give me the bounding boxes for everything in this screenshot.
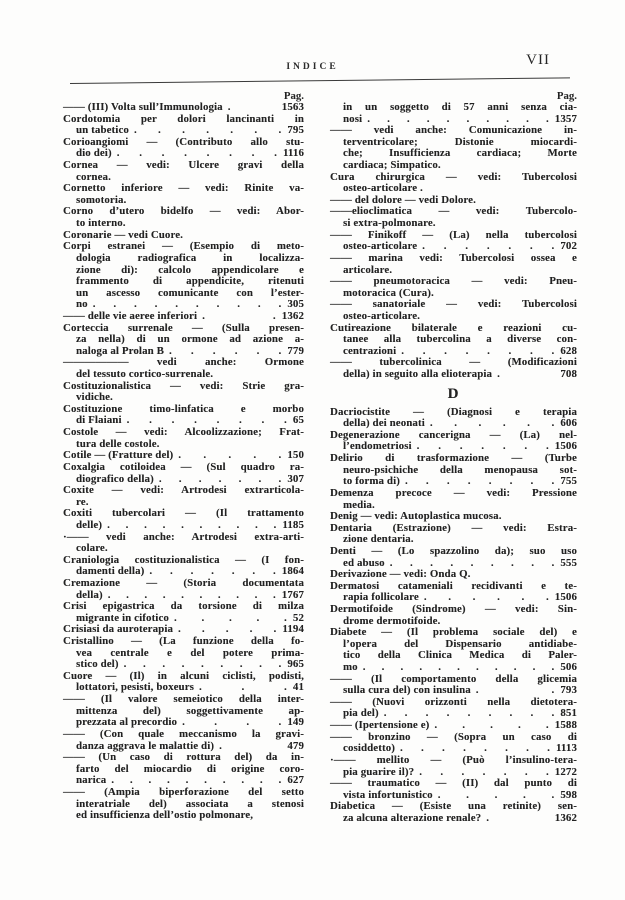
index-entry-line: Cura chirurgica — vedi: Tubercolosi — [330, 170, 577, 183]
entry-text: osteo-articolare — [343, 240, 418, 253]
index-entry-line: Coxiti tubercolari — (Il trattamento — [63, 507, 304, 520]
entry-text: sulla cura del) con insulina — [343, 684, 471, 697]
dot-leader: . . — [202, 310, 276, 322]
page-number: 1272 — [554, 765, 577, 778]
page-number: 52 — [292, 611, 304, 624]
index-entry-line: Coxalgia cotiloidea — (Sul quadro ra- — [63, 460, 304, 473]
entry-text: naloga al Prolan B — [76, 344, 164, 357]
index-entry-line — [63, 311, 304, 323]
page-number: 1116 — [282, 147, 304, 160]
page-number: 1185 — [282, 518, 304, 531]
dot-leader: . . . . . . . . — [404, 476, 555, 488]
index-entry-line: Cremazione — (Storia documentata — [63, 576, 304, 589]
index-entry-line: Dermatosi catameniali recidivanti e te- — [330, 579, 577, 592]
dot-leader: . — [497, 369, 500, 381]
index-entry-line: dologia radiografica in localizza- — [76, 251, 304, 264]
page-number: 41 — [292, 681, 304, 694]
index-entry-line: ——elioclimatica — vedi: Tubercolo- — [330, 205, 577, 218]
index-entry-line: del tessuto cortico-surrenale. — [76, 368, 214, 381]
entry-text: l’endometriosi — [343, 440, 412, 453]
index-entry-line: Dermotifoide (Sindrome) — vedi: Sin- — [330, 602, 577, 615]
index-entry-line: Cornea — vedi: Ulcere gravi della — [63, 159, 304, 172]
index-entry-line: vea centrale e del potere prima- — [76, 646, 304, 659]
page-number: 1194 — [282, 623, 304, 636]
index-entry-line: Cutireazione bilaterale e reazioni cu- — [330, 321, 577, 334]
index-columns — [63, 90, 577, 825]
entry-text: stico del) — [76, 658, 119, 671]
index-entry-line: neuro-psichiche della menopausa sot- — [343, 463, 577, 476]
index-entry-line: zione di): calcolo appendicolare e — [76, 263, 304, 276]
index-entry-line: Delirio di trasformazione — (Turbe — [330, 452, 577, 465]
dot-leader: . . . . . . . . . — [383, 708, 555, 720]
index-entry-line: —— tubercolinica — (Modificazioni — [330, 356, 577, 369]
index-entry-line: Denti — (Lo spazzolino da); suo uso — [330, 544, 577, 557]
index-entry-line — [63, 102, 304, 114]
index-entry-line: l’opera del Dispensario antidiabe- — [343, 637, 577, 650]
dot-leader: . . . . . . . — [419, 766, 549, 778]
index-entry-line — [330, 662, 577, 674]
dot-leader: . . . . . — [173, 612, 287, 624]
index-entry-line: Denig — vedi: Autoplastica mucosa. — [330, 510, 502, 523]
entry-text: della) dei neonati — [343, 417, 425, 430]
index-entry-line: ·—— mellito — (Può l’insulino-tera- — [330, 753, 577, 766]
index-entry-line: Dentaria (Estrazione) — vedi: Estra- — [330, 521, 577, 534]
page-number: 1864 — [281, 565, 304, 578]
index-entry-line: Dacriocistite — (Diagnosi e terapia — [330, 405, 577, 418]
page-number: 702 — [560, 240, 577, 253]
index-entry-line: —— (Un caso di rottura del) da in- — [63, 751, 304, 764]
index-entry-line — [330, 720, 577, 732]
entry-text: centrazioni — [343, 344, 397, 357]
page-number: 965 — [287, 658, 304, 671]
dot-leader: . . . . . — [178, 624, 277, 636]
page-number: 755 — [560, 475, 577, 488]
page-number: 795 — [287, 124, 304, 137]
page-number: 606 — [560, 417, 577, 430]
index-entry-line: ed insufficienza dell’ostio polmonare, — [76, 809, 254, 822]
entry-text: damenti della) — [76, 565, 145, 578]
index-entry-line: zione dentaria. — [343, 533, 414, 546]
index-entry-line: terventricolare; Distonie miocardi- — [343, 135, 577, 148]
dot-leader: . . . . . . . . . — [123, 659, 282, 671]
index-entry-line: Demenza precoce — vedi: Pressione — [330, 486, 577, 499]
dot-leader: . . . . . . . . — [401, 345, 555, 357]
dot-leader: . . . . . — [437, 789, 555, 801]
index-entry-line: Cornetto inferiore — vedi: Rinite va- — [63, 182, 304, 195]
index-entry-line: media. — [343, 498, 375, 511]
index-entry-line: in un soggetto di 57 anni senza cia- — [343, 101, 577, 113]
entry-text: narica — [76, 774, 107, 787]
index-entry-line: Coronarie — vedi Cuore. — [63, 228, 184, 241]
index-entry-line: interatriale del) associata a stenosi — [76, 797, 304, 810]
page-number: 479 — [287, 739, 304, 752]
page-number: 506 — [560, 661, 577, 674]
index-entry-line: Corteccia surrenale — (Sulla presen- — [63, 321, 304, 334]
dot-leader: . . . . . . . — [422, 241, 555, 253]
pag-label: Pag. — [556, 90, 577, 102]
dot-leader: . . . . . . . — [416, 441, 549, 453]
index-entry-line: za nella) di un ormone ad azione a- — [76, 333, 304, 346]
entry-text: pia guarire il)? — [343, 765, 415, 778]
index-entry-line: drome dermotifoide. — [343, 614, 441, 627]
dot-leader: . . . . . . . . . . — [107, 589, 276, 601]
entry-text: vista infortunistico — [343, 788, 433, 801]
entry-text: nosi — [343, 112, 363, 125]
index-entry-line: —— traumatico — (II) dal punto di — [330, 777, 577, 790]
entry-text: mo — [343, 661, 358, 674]
index-entry-line: Craniologia costituzionalistica — (I fon- — [63, 553, 304, 566]
dot-leader: . — [219, 740, 222, 752]
dot-leader: . . . . . . — [423, 592, 549, 604]
index-entry-line: Degenerazione cancerigna — (La) nel- — [330, 428, 577, 441]
page-number: 150 — [287, 449, 304, 462]
page-number: 779 — [287, 344, 304, 357]
right-column-lines — [330, 102, 577, 825]
entry-text: un tabetico — [76, 124, 129, 137]
entry-text: —— delle vie aeree inferiori — [63, 309, 198, 322]
page-number: 793 — [560, 684, 577, 697]
index-entry-line: colare. — [76, 542, 108, 555]
dot-leader: . — [227, 102, 231, 113]
index-entry-line: Corioangiomi — (Contributo allo stu- — [63, 135, 304, 148]
index-entry-line: vidiche. — [76, 391, 113, 404]
index-entry-line: tura delle costole. — [76, 437, 160, 450]
index-entry-line: Costituzionalistica — vedi: Strie gra- — [63, 379, 304, 392]
page-number: 1506 — [554, 591, 577, 604]
page-number: 1506 — [554, 440, 577, 453]
left-column-lines — [63, 102, 304, 822]
index-entry-line: Cuore — (Il) in alcuni ciclisti, podisti, — [63, 669, 304, 682]
page-number: 708 — [560, 368, 577, 381]
index-entry-line: Cordotomia per dolori lancinanti in — [63, 112, 304, 125]
entry-text: za alcuna alterazione renale? — [343, 811, 482, 824]
entry-text: danza aggrava le malattie di) — [76, 739, 215, 752]
index-entry-line: Corpi estranei — (Esempio di meto- — [63, 240, 304, 253]
index-entry-line: un ascesso comunicante con l’ester- — [76, 286, 304, 299]
index-entry-line: cardiaca; Simpatico. — [343, 159, 441, 172]
dot-leader: . . . . . . . . — [126, 415, 287, 427]
index-entry-line: to interno. — [76, 217, 126, 230]
dot-leader: . . . . . . . . . — [389, 557, 555, 569]
index-entry-line: Costituzione timo-linfatica e morbo — [63, 402, 304, 415]
index-entry-line: —— sanatoriale — vedi: Tubercolosi — [330, 298, 577, 311]
index-entry-line: cornea. — [76, 170, 111, 183]
page-number: 598 — [560, 788, 577, 801]
entry-text: Crisiasi da auroterapia — [63, 623, 174, 636]
index-entry-line — [63, 520, 304, 532]
entry-text: no — [76, 298, 88, 311]
index-entry-line: somotoria. — [76, 193, 127, 206]
index-entry-line: —— (Il valore semeiotico della inter- — [63, 693, 304, 706]
dot-leader: . . . . — [182, 717, 282, 729]
index-entry-line: Derivazione — vedi: Onda Q. — [330, 568, 471, 581]
index-entry-line: —— del dolore — vedi Dolore. — [330, 193, 476, 206]
index-entry-line: —— (Con quale meccanismo la gravi- — [63, 727, 304, 740]
entry-text: rapia follicolare — [343, 591, 419, 604]
dot-leader: . . . — [199, 682, 287, 694]
page-number: 1588 — [554, 719, 577, 732]
index-entry-line: tanee alla tubercolina a diverse con- — [343, 333, 577, 346]
entry-text: pia del) — [343, 707, 379, 720]
index-entry-line: farto del miocardio di origine coro- — [76, 762, 304, 775]
dot-leader: . . . . . . . — [149, 566, 276, 578]
index-entry-line: che; Insufficienza cardiaca; Morte — [343, 147, 577, 160]
dot-leader: . . . . . — [178, 450, 282, 462]
dot-leader: . . . . . . . — [158, 473, 282, 485]
entry-text: diografico della) — [76, 472, 154, 485]
dot-leader: . . . . . . — [169, 345, 282, 357]
entry-text: delle) — [76, 518, 103, 531]
index-entry-line: —— vedi anche: Comunicazione in- — [330, 124, 577, 137]
page-number: 555 — [560, 556, 577, 569]
entry-text: dio dei) — [76, 147, 112, 160]
dot-leader: . . . . . . . . — [400, 743, 550, 755]
entry-text: lottatori, pesisti, boxeurs — [76, 681, 195, 694]
dot-leader: . . . . . . . — [133, 125, 282, 137]
index-entry-line — [330, 369, 577, 381]
index-entry-line: articolare. — [343, 263, 393, 276]
index-entry-line: —— marina vedi: Tubercolosi ossea e — [330, 251, 577, 264]
index-entry-line: osteo-articolare. — [343, 309, 420, 322]
right-column — [330, 90, 577, 825]
header-rule — [70, 77, 570, 84]
page-number: 1362 — [281, 309, 304, 322]
section-heading: D — [447, 385, 460, 402]
index-entry-line: si extra-polmonare. — [343, 217, 436, 230]
page-number: 1563 — [281, 101, 304, 113]
dot-leader: . — [486, 812, 490, 824]
index-entry-line: —————— vedi anche: Ormone — [63, 356, 304, 369]
entry-text: di Flaiani — [76, 414, 122, 427]
running-head: INDICE — [286, 62, 339, 72]
entry-text: —— (Ipertensione e) — [330, 719, 430, 732]
index-entry-line: tico della Clinica Medica di Paler- — [343, 649, 577, 662]
index-entry-line: Coxite — vedi: Artrodesi extrarticola- — [63, 484, 304, 497]
page-number: 1767 — [281, 588, 304, 601]
entry-text: della) in seguito alla elioterapia — [343, 368, 493, 381]
index-entry-line: Cristallino — (La funzione della fo- — [63, 635, 304, 648]
page-number: 305 — [287, 298, 304, 311]
page-number: 1362 — [554, 811, 577, 824]
index-entry-line: —— bronzino — (Sopra un caso di — [330, 730, 577, 743]
entry-text: della) — [76, 588, 103, 601]
dot-leader: . . . . . — [434, 720, 549, 732]
index-entry-line: Corno d’utero bidelfo — vedi: Abor- — [63, 205, 304, 218]
index-entry-line: —— (Ampia biperforazione del setto — [63, 785, 304, 798]
index-entry-line — [330, 813, 577, 825]
dot-leader: . . . . . . . . . . — [107, 519, 277, 531]
entry-text: cosiddetto) — [343, 742, 396, 755]
index-entry-line: osteo-articolare . — [343, 182, 423, 195]
index-entry-line: Crisi epigastrica da torsione di milza — [63, 600, 304, 613]
dot-leader: . . . . . . . . — [116, 148, 277, 160]
page-number: 149 — [287, 716, 304, 729]
pag-label: Pag. — [283, 90, 304, 102]
page-number: 65 — [292, 414, 304, 427]
index-entry-line: ·—— vedi anche: Artrodesi extra-arti- — [63, 530, 304, 543]
index-entry-line: Diabetica — (Esiste una retinite) sen- — [330, 800, 577, 813]
dot-leader: . . . . . . — [429, 418, 555, 430]
index-entry-line: —— (Nuovi orizzonti nella dietotera- — [330, 695, 577, 708]
index-entry-line: Costole — vedi: Alcoolizzazione; Frat- — [63, 426, 304, 439]
page-number: 628 — [560, 344, 577, 357]
page-number: 1357 — [554, 112, 577, 125]
index-entry-line: motoracica (Cura). — [343, 286, 434, 299]
index-entry-line: —— (Il comportamento della glicemia — [330, 672, 577, 685]
dot-leader: . . . . . . . . . . — [92, 299, 282, 311]
page-number: 627 — [287, 774, 304, 787]
page-number: 851 — [560, 707, 577, 720]
dot-leader: . . . . . . . . . . — [367, 113, 549, 125]
entry-text: migrante in cifotico — [76, 611, 169, 624]
dot-leader: . . — [475, 685, 555, 697]
entry-text: —— (III) Volta sull’Immunologia — [63, 101, 223, 113]
index-entry-line: mittenza del) soggettivamente ap- — [76, 704, 304, 717]
index-entry-line: Diabete — (Il problema sociale del) e — [330, 626, 577, 639]
index-entry-line: —— pneumotoracica — vedi: Pneu- — [330, 275, 577, 288]
page-number: 307 — [287, 472, 304, 485]
page-folio: VII — [526, 52, 550, 68]
dot-leader: . . . . . . . . . . — [111, 775, 282, 787]
index-entry-line: re. — [76, 495, 89, 508]
entry-text: Cotile — (Fratture del) — [63, 449, 174, 462]
dot-leader: . . . . . . . . . . . — [362, 662, 555, 674]
entry-text: prezzata al precordio — [76, 716, 178, 729]
left-column — [63, 90, 304, 825]
index-entry-line: —— Finikoff — (La) nella tubercolosi — [330, 228, 577, 241]
entry-text: to forma di) — [343, 475, 400, 488]
page-number: 1113 — [555, 742, 577, 755]
index-entry-line: frammento di appendicite, ritenuti — [76, 275, 304, 288]
entry-text: ed abuso — [343, 556, 385, 569]
